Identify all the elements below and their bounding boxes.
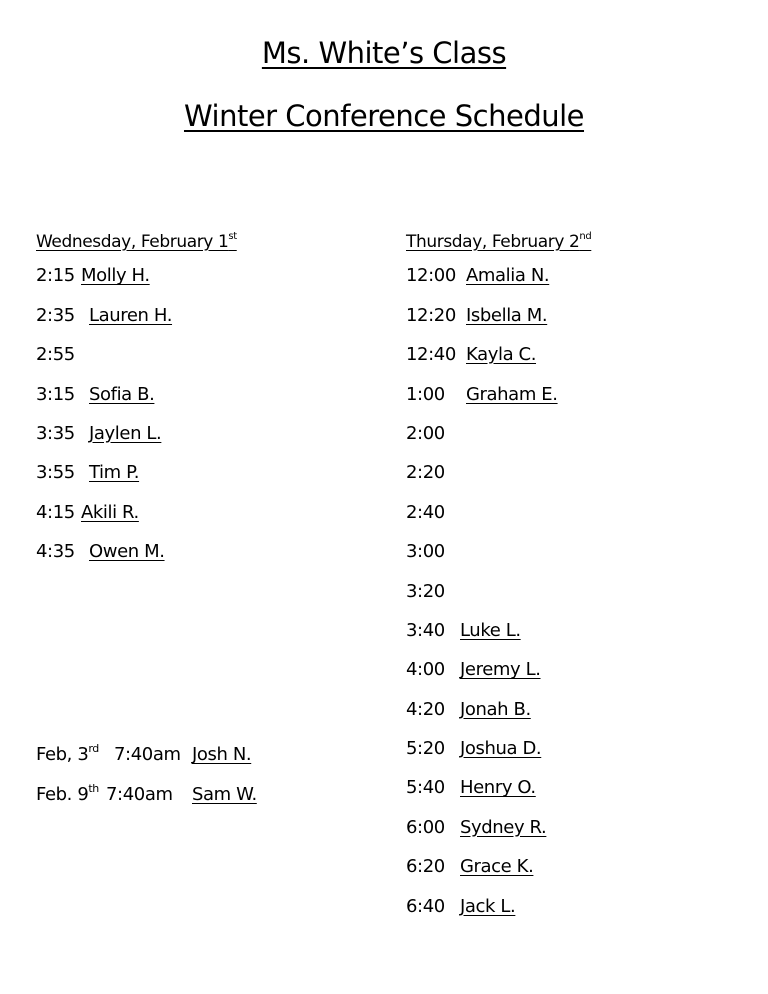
slot-time: 6:20 — [406, 856, 445, 878]
slot-time: 3:15 — [36, 383, 75, 405]
slot-student-name: Graham E. — [466, 383, 558, 405]
thursday-slot — [406, 616, 591, 655]
wednesday-slot — [36, 498, 257, 537]
slot-student-name: Grace K. — [460, 856, 534, 878]
wednesday-column — [36, 222, 257, 813]
slot-student-name: Lauren H. — [89, 304, 173, 326]
wednesday-slot — [36, 301, 257, 340]
extra-student-name: Josh N. — [192, 744, 252, 766]
extra-date — [36, 734, 114, 770]
wednesday-heading-suffix: st — [228, 231, 237, 242]
thursday-heading — [406, 222, 591, 261]
slot-student-name: Owen M. — [89, 541, 165, 563]
wednesday-heading — [36, 222, 257, 261]
thursday-slot — [406, 892, 591, 931]
slot-student-name: Henry O. — [460, 777, 536, 799]
wednesday-slot — [36, 419, 257, 458]
slot-time: 3:20 — [406, 580, 445, 602]
extra-date-text: Feb, 3 — [36, 744, 89, 766]
thursday-slot — [406, 458, 591, 497]
slot-time: 3:55 — [36, 462, 75, 484]
slot-student-name: Jaylen L. — [89, 422, 162, 444]
thursday-slot — [406, 301, 591, 340]
extra-conference — [36, 774, 257, 813]
thursday-slot — [406, 852, 591, 891]
wednesday-heading-text: Wednesday, February 1 — [36, 232, 229, 252]
slot-time: 6:00 — [406, 816, 445, 838]
slot-time: 2:55 — [36, 344, 75, 366]
slot-time: 6:40 — [406, 895, 445, 917]
extra-time: 7:40am — [114, 744, 181, 766]
thursday-column — [406, 222, 591, 931]
thursday-slot — [406, 419, 591, 458]
column-spacer — [36, 577, 257, 735]
slot-student-name: Sydney R. — [460, 816, 547, 838]
slot-time: 3:00 — [406, 541, 445, 563]
thursday-slot — [406, 537, 591, 576]
thursday-slot — [406, 498, 591, 537]
slot-time: 3:35 — [36, 422, 75, 444]
slot-student-name: Molly H. — [81, 265, 150, 287]
extra-conference — [36, 734, 257, 773]
slot-student-name: Jonah B. — [460, 698, 531, 720]
thursday-slot — [406, 655, 591, 694]
slot-time: 2:00 — [406, 422, 445, 444]
slot-time: 4:35 — [36, 541, 75, 563]
slot-student-name: Joshua D. — [460, 738, 542, 760]
slot-time: 12:40 — [406, 344, 456, 366]
extra-time: 7:40am — [106, 783, 173, 805]
slot-time: 3:40 — [406, 619, 445, 641]
slot-time: 1:00 — [406, 383, 445, 405]
extra-date-text: Feb. 9 — [36, 783, 89, 805]
slot-time: 12:00 — [406, 265, 456, 287]
slot-time: 2:35 — [36, 304, 75, 326]
extra-date-suffix: rd — [88, 742, 99, 756]
wednesday-slot — [36, 458, 257, 497]
slot-student-name: Isbella M. — [466, 304, 548, 326]
slot-time: 12:20 — [406, 304, 456, 326]
slot-student-name: Jeremy L. — [460, 659, 541, 681]
thursday-slot — [406, 734, 591, 773]
thursday-slot — [406, 380, 591, 419]
slot-student-name: Luke L. — [460, 619, 521, 641]
wednesday-slot — [36, 380, 257, 419]
extra-student-name: Sam W. — [192, 783, 257, 805]
thursday-slot — [406, 340, 591, 379]
extra-date-suffix: th — [88, 781, 99, 795]
slot-time: 5:40 — [406, 777, 445, 799]
slot-time: 5:20 — [406, 738, 445, 760]
slot-time: 2:20 — [406, 462, 445, 484]
thursday-slot — [406, 813, 591, 852]
thursday-slot — [406, 577, 591, 616]
wednesday-slot — [36, 340, 257, 379]
thursday-slot — [406, 261, 591, 300]
slot-student-name: Jack L. — [460, 895, 516, 917]
slot-time: 4:20 — [406, 698, 445, 720]
slot-time: 2:40 — [406, 501, 445, 523]
thursday-slot — [406, 773, 591, 812]
class-title: Ms. White’s Class — [261, 36, 507, 70]
slot-time: 2:15 — [36, 265, 75, 287]
slot-student-name: Akili R. — [81, 501, 139, 523]
slot-student-name: Tim P. — [89, 462, 140, 484]
thursday-heading-text: Thursday, February 2 — [406, 232, 580, 252]
extra-date — [36, 774, 106, 810]
slot-student-name: Kayla C. — [466, 344, 537, 366]
slot-time: 4:00 — [406, 659, 445, 681]
slot-time: 4:15 — [36, 501, 75, 523]
wednesday-slot — [36, 537, 257, 576]
schedule-title: Winter Conference Schedule — [183, 99, 585, 133]
slot-student-name: Amalia N. — [466, 265, 550, 287]
wednesday-slot — [36, 261, 257, 300]
slot-student-name: Sofia B. — [89, 383, 155, 405]
thursday-heading-suffix: nd — [579, 231, 592, 242]
thursday-slot — [406, 695, 591, 734]
